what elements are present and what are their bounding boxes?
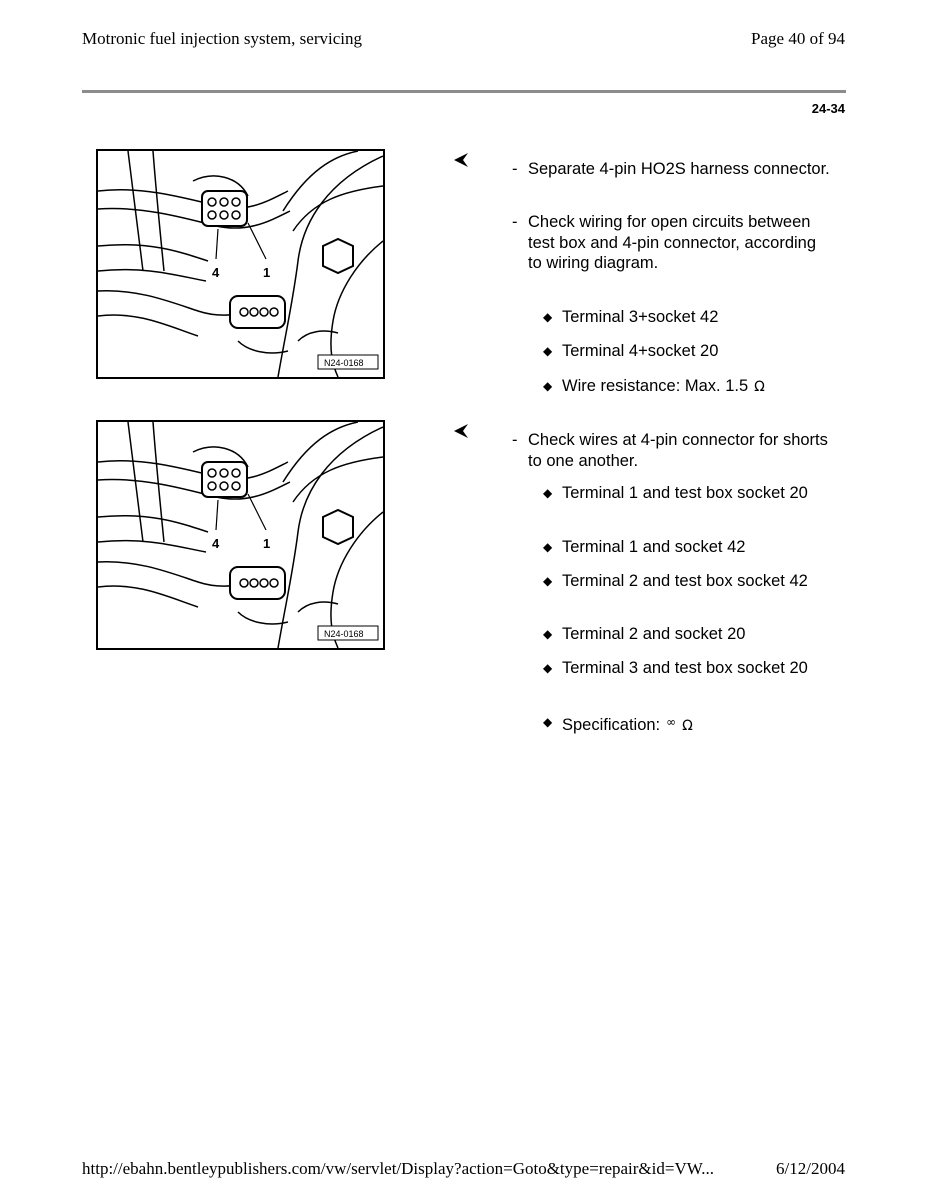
callout-1: 1 <box>263 536 271 551</box>
dash-marker: - <box>512 431 518 449</box>
bullet-item <box>543 571 833 592</box>
diamond-bullet-icon: ◆ <box>543 379 553 393</box>
bullet-item <box>543 483 833 504</box>
figure-code: N24-0168 <box>324 358 364 368</box>
diamond-bullet-icon: ◆ <box>543 344 553 358</box>
pointer-arrow-icon <box>452 423 472 439</box>
connector-drawing <box>98 422 383 648</box>
connector-drawing <box>98 151 383 377</box>
infinity-symbol: ∞ <box>666 715 677 729</box>
connector-illustration-1 <box>96 149 385 379</box>
ohm-symbol: Ω <box>682 718 693 734</box>
step-item <box>512 430 832 471</box>
diamond-bullet-icon: ◆ <box>543 486 553 500</box>
section-number: 24-34 <box>811 101 845 116</box>
connector-illustration-2 <box>96 420 385 650</box>
bullet-text: Terminal 4+socket 20 <box>562 342 719 360</box>
bullet-item <box>543 341 833 362</box>
bullet-text: Terminal 3 and test box socket 20 <box>562 659 808 677</box>
callout-4: 4 <box>212 265 220 280</box>
bullet-text: Terminal 1 and test box socket 20 <box>562 484 808 502</box>
step-text: Separate 4-pin HO2S harness connector. <box>528 160 830 178</box>
diamond-bullet-icon: ◆ <box>543 715 553 729</box>
bullet-item <box>543 376 833 398</box>
diamond-bullet-icon: ◆ <box>543 661 553 675</box>
bullet-text: Terminal 1 and socket 42 <box>562 538 746 556</box>
step-item <box>512 212 832 274</box>
dash-marker: - <box>512 160 518 178</box>
bullet-item <box>543 712 833 737</box>
bullet-text: Specification: <box>562 716 661 734</box>
step-text: Check wires at 4-pin connector for shorts to one another. <box>528 431 828 470</box>
diamond-bullet-icon: ◆ <box>543 574 553 588</box>
bullet-item <box>543 307 833 328</box>
step-item <box>512 159 832 180</box>
bullet-text: Terminal 3+socket 42 <box>562 308 719 326</box>
diamond-bullet-icon: ◆ <box>543 540 553 554</box>
bullet-text: Terminal 2 and test box socket 42 <box>562 572 808 590</box>
pointer-arrow-icon <box>452 152 472 168</box>
dash-marker: - <box>512 213 518 231</box>
bullet-text: Terminal 2 and socket 20 <box>562 625 746 643</box>
footer-url: http://ebahn.bentleypublishers.com/vw/servlet/Display?action=Goto&type=repair&id=VW... <box>82 1159 714 1178</box>
step-text: Check wiring for open circuits between test box and 4-pin connector, according to wiring diagram. <box>528 213 817 272</box>
bullet-item <box>543 624 833 645</box>
diamond-bullet-icon: ◆ <box>543 310 553 324</box>
ohm-symbol: Ω <box>754 379 765 395</box>
document-title: Motronic fuel injection system, servicing <box>82 29 362 48</box>
figure-code: N24-0168 <box>324 629 364 639</box>
bullet-text: Wire resistance: Max. 1.5 <box>562 377 749 395</box>
header-divider <box>82 90 846 93</box>
diamond-bullet-icon: ◆ <box>543 627 553 641</box>
bullet-item <box>543 537 833 558</box>
callout-1: 1 <box>263 265 271 280</box>
bullet-item <box>543 658 833 679</box>
page-indicator: Page 40 of 94 <box>751 29 845 48</box>
footer-date: 6/12/2004 <box>776 1159 845 1178</box>
callout-4: 4 <box>212 536 220 551</box>
